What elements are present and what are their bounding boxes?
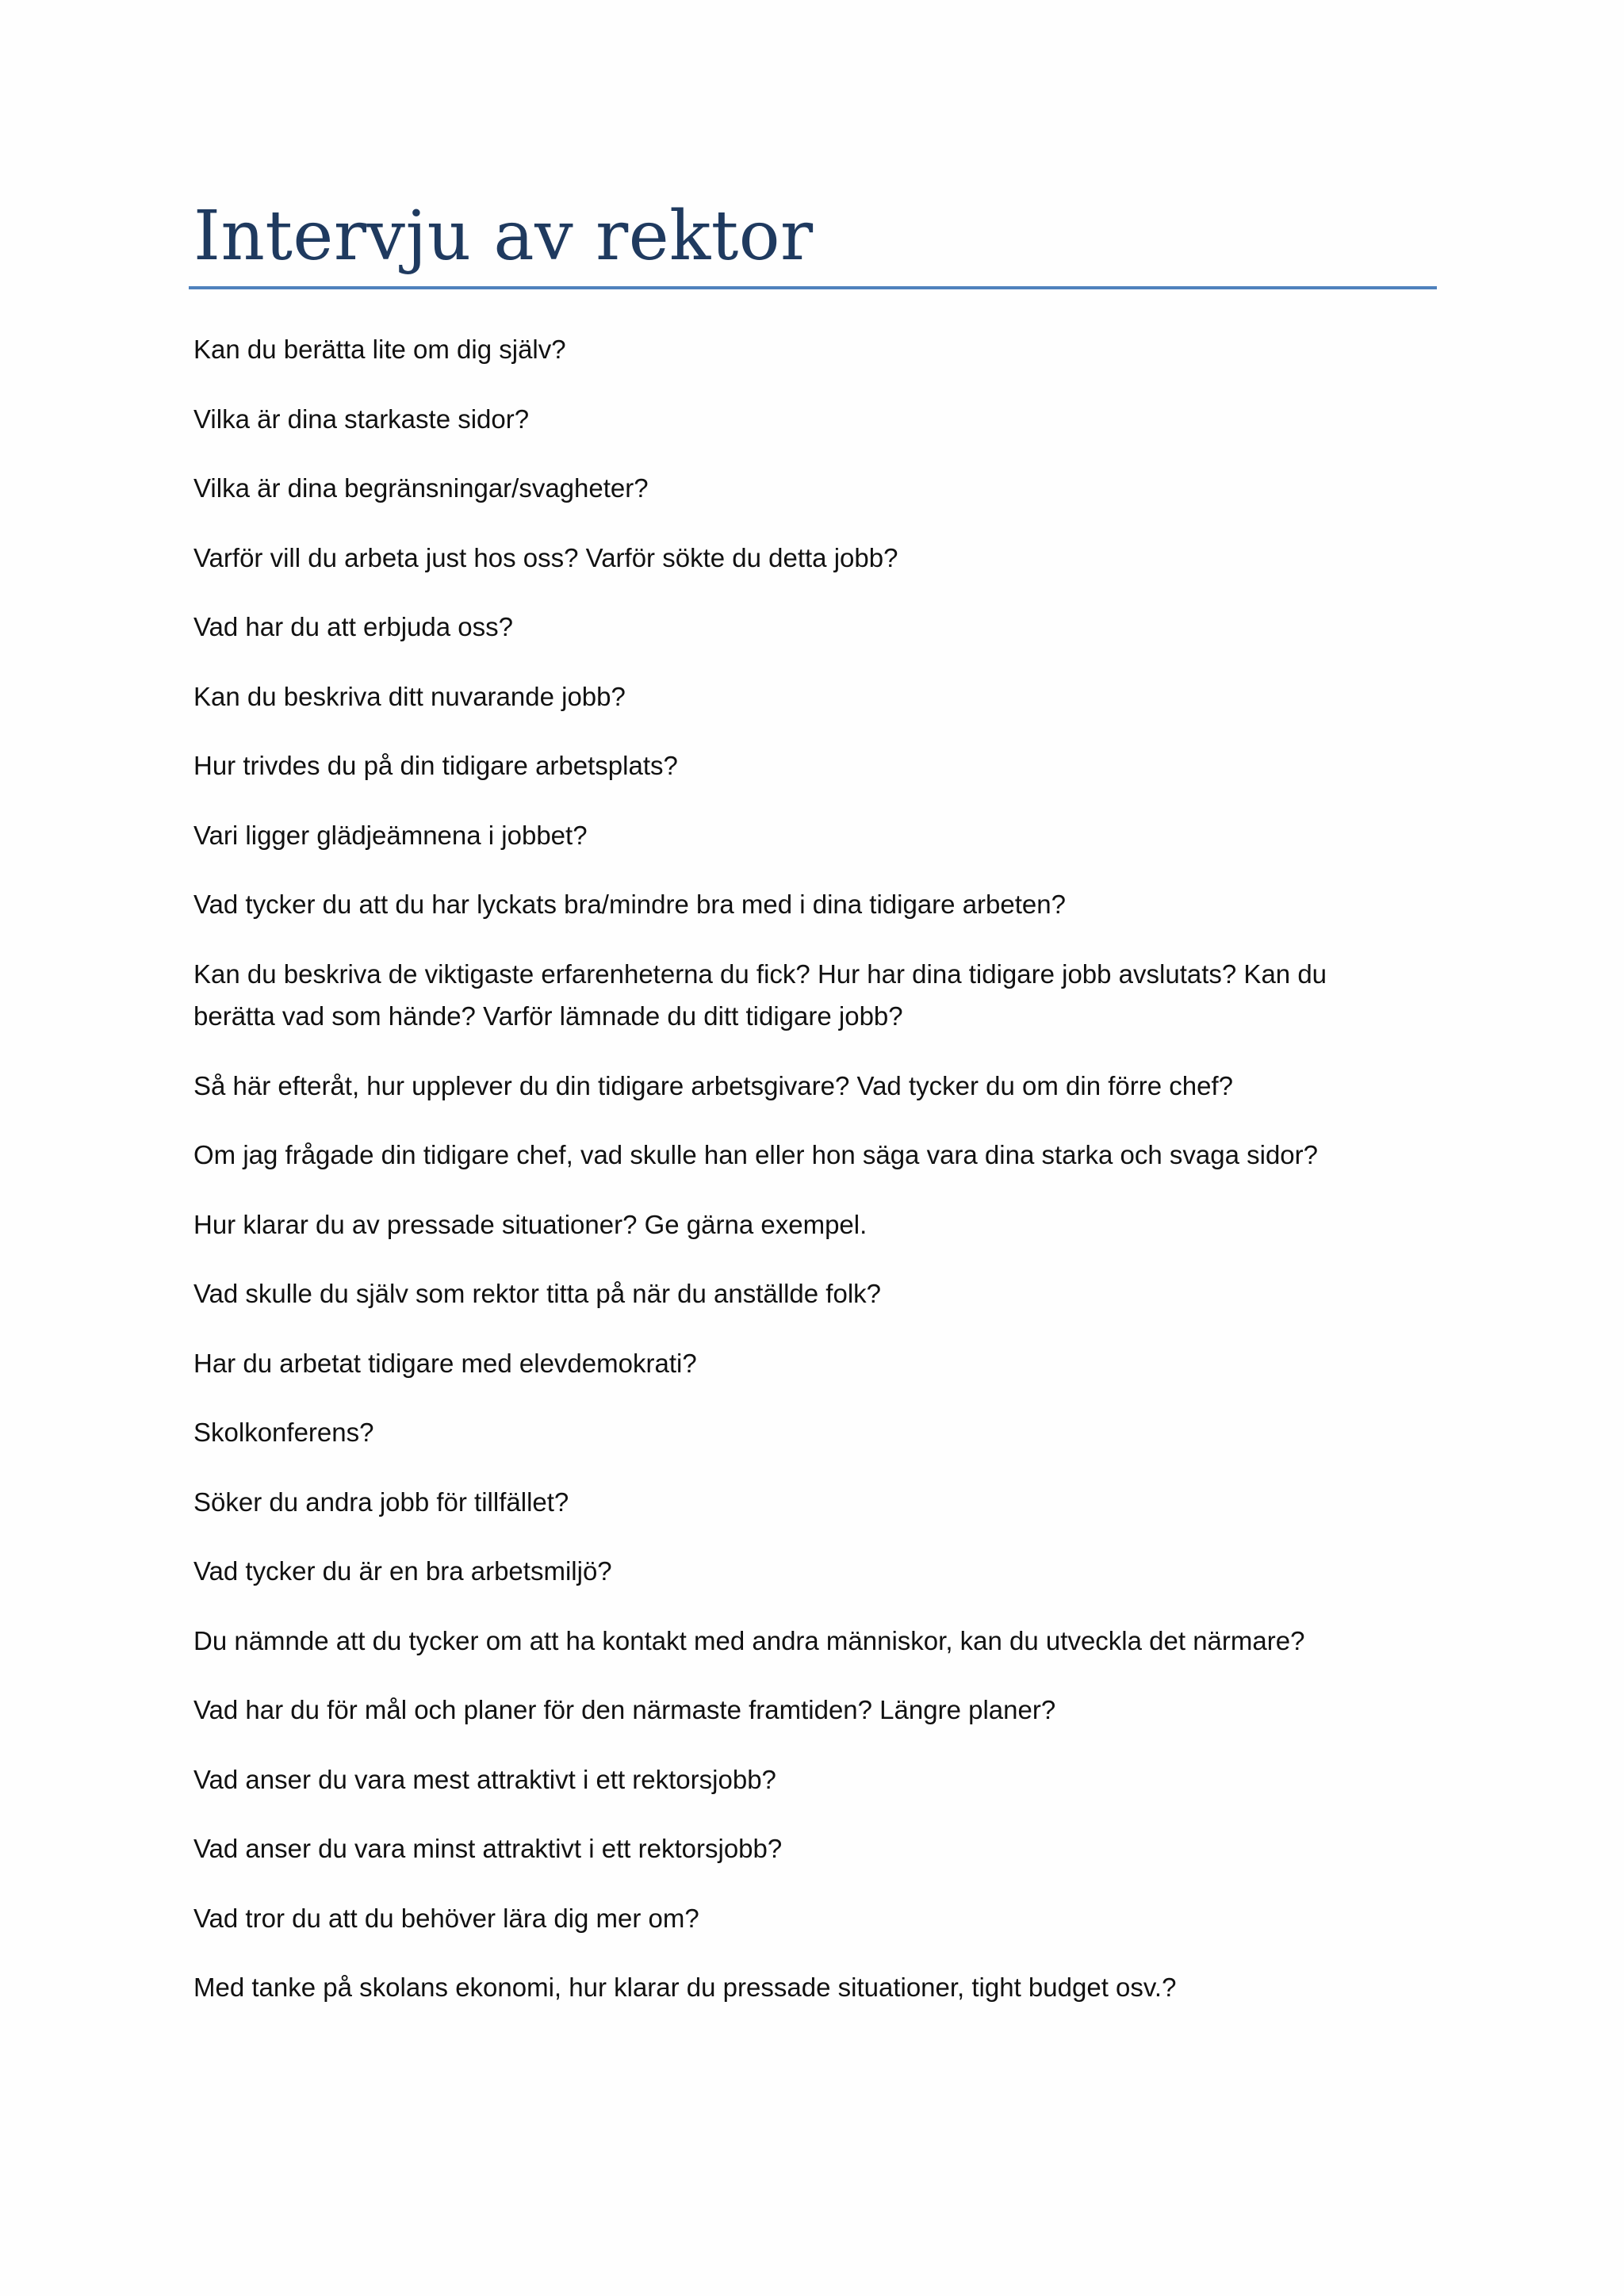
question-item: Hur klarar du av pressade situationer? Ge gärna exempel.: [193, 1209, 868, 1239]
question-item: Skolkonferens?: [193, 1418, 374, 1447]
question-item: Så här efteråt, hur upplever du din tidigare arbetsgivare? Vad tycker du om din förre chef?: [193, 1070, 1233, 1100]
question-item: Om jag frågade din tidigare chef, vad skulle han eller hon säga vara dina starka och svaga sidor?: [193, 1140, 1319, 1169]
question-item: Vad tror du att du behöver lära dig mer om?: [193, 1903, 699, 1933]
question-item: Vad tycker du är en bra arbetsmiljö?: [193, 1556, 612, 1586]
question-item: Du nämnde att du tycker om att ha kontakt med andra människor, kan du utveckla det närmare?: [193, 1625, 1305, 1655]
question-item: Hur trivdes du på din tidigare arbetsplats?: [193, 751, 678, 780]
question-item: Vad har du att erbjuda oss?: [193, 612, 513, 641]
question-item: Har du arbetat tidigare med elevdemokrati?: [193, 1348, 697, 1378]
question-item: Vad anser du vara minst attraktivt i ett rektorsjobb?: [193, 1834, 783, 1863]
question-item: Varför vill du arbeta just hos oss? Varför sökte du detta jobb?: [193, 542, 898, 572]
question-item: Med tanke på skolans ekonomi, hur klarar du pressade situationer, tight budget osv.?: [193, 1973, 1177, 2002]
question-item: Kan du beskriva de viktigaste erfarenheterna du fick? Hur har dina tidigare jobb avslutats? Kan du berätta vad som hände? Varför lämnade du ditt tidigare jobb?: [193, 959, 1327, 1031]
question-list: [193, 328, 1438, 2036]
title-underline: [189, 286, 1437, 289]
question-item: Kan du berätta lite om dig själv?: [193, 335, 566, 364]
question-item: Söker du andra jobb för tillfället?: [193, 1487, 569, 1517]
document-title: Intervju av rektor: [193, 197, 814, 276]
question-item: Vad anser du vara mest attraktivt i ett rektorsjobb?: [193, 1764, 776, 1794]
question-item: Vad har du för mål och planer för den närmaste framtiden? Längre planer?: [193, 1695, 1056, 1724]
question-item: Vilka är dina begränsningar/svagheter?: [193, 473, 649, 503]
question-item: Vad skulle du själv som rektor titta på när du anställde folk?: [193, 1279, 882, 1308]
question-item: Kan du beskriva ditt nuvarande jobb?: [193, 681, 626, 711]
question-item: Vari ligger glädjeämnena i jobbet?: [193, 820, 588, 850]
question-item: Vilka är dina starkaste sidor?: [193, 404, 530, 434]
question-item: Vad tycker du att du har lyckats bra/mindre bra med i dina tidigare arbeten?: [193, 890, 1066, 919]
